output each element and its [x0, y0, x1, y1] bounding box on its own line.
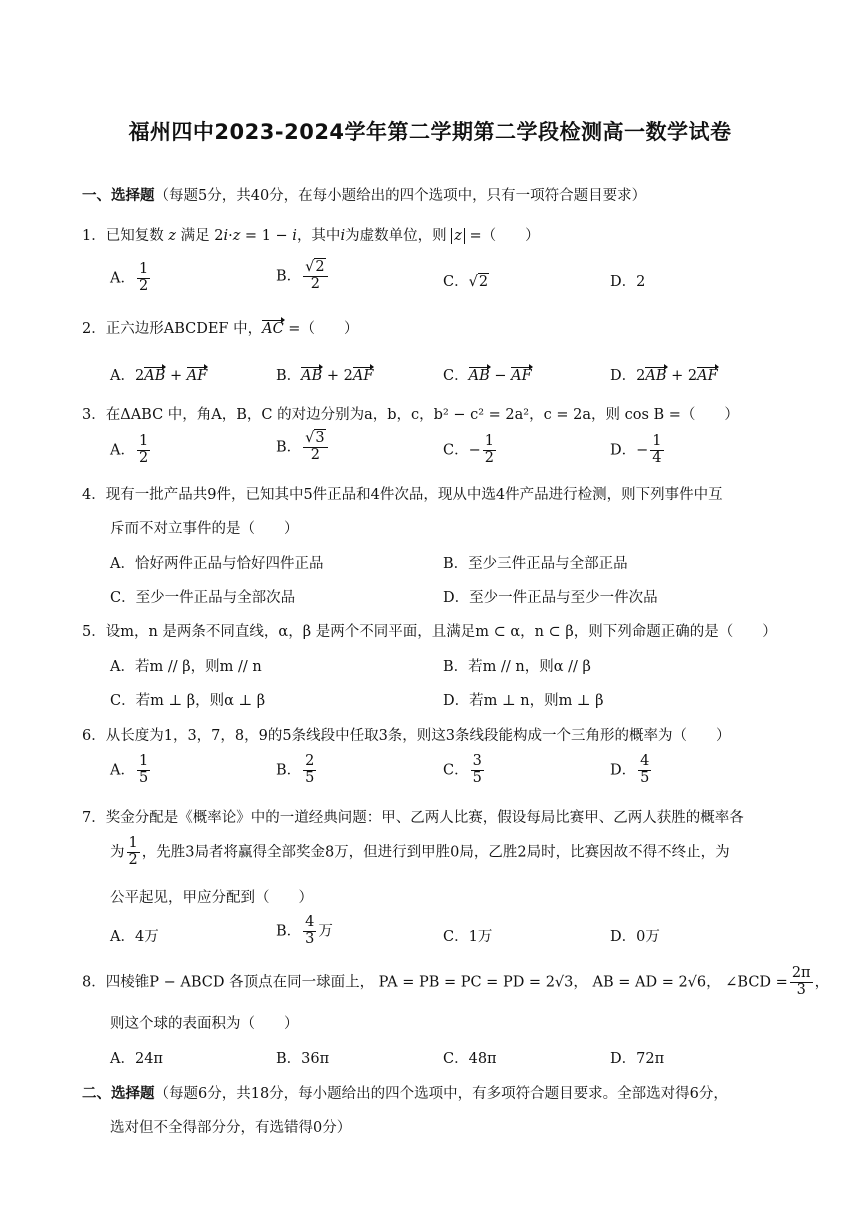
q8-option-d: D．72π: [610, 1051, 665, 1067]
q2-option-a: A．2AB + AF: [110, 368, 208, 384]
q5-option-b: B．若m // n，则α // β: [443, 659, 591, 675]
q2-a-label: A．: [110, 368, 135, 384]
q4-stem-line2: 斥而不对立事件的是（ ）: [110, 521, 299, 537]
section2-header: [82, 1082, 728, 1103]
q8-option-b: B．36π: [276, 1051, 330, 1067]
q2-b-label: B．: [276, 368, 302, 384]
section1-note: （每题5分，共40分，在每小题给出的四个选项中，只有一项符合题目要求）: [154, 188, 647, 204]
q8-stem-line1: 8．四棱锥P − ABCD 各顶点在同一球面上， PA = PB = PC = PD = 2√3， AB = AD = 2√6， ∠BCD = $\frac{2\pi}{3}$ ，: [82, 965, 830, 998]
q1-a-num: 1: [138, 261, 149, 277]
q6-b-den: 5: [305, 769, 315, 786]
q5-option-c: C．若m ⊥ β，则α ⊥ β: [110, 693, 266, 709]
q8-stem-line2: 则这个球的表面积为（ ）: [110, 1016, 299, 1032]
q1-a-frac: [137, 262, 150, 295]
q2-vec-ac: AC: [262, 321, 284, 337]
q6-option-c: [443, 754, 486, 787]
q3-c-label: C．: [443, 442, 469, 459]
q1-b-label: B．: [276, 268, 302, 285]
q1-stem-c: ，其中: [296, 228, 341, 244]
q2-option-c: C．AB − AF: [443, 368, 532, 384]
q4-option-b: B．至少三件正品与全部正品: [443, 556, 628, 572]
q7-b-num: 4: [305, 914, 315, 930]
q1-a-den: 2: [138, 277, 149, 294]
section1-heading: 一、选择题: [82, 187, 155, 204]
q4-stem-line1: 4．现有一批产品共9件，已知其中5件正品和4件次品，现从中选4件产品进行检测，则下列事件中互: [82, 487, 723, 503]
q7-option-d: D．0万: [610, 929, 660, 945]
q1-c-val: 2: [478, 274, 489, 290]
q3-a-num: 1: [138, 433, 149, 449]
q7-stem2-den: 2: [128, 851, 138, 868]
q2-c-label: C．: [443, 368, 469, 384]
q6-a-num: 1: [138, 753, 149, 769]
q2-stem: [82, 317, 358, 338]
q1-a-label: A．: [110, 270, 135, 287]
q1-z: z: [168, 228, 176, 244]
q1-stem-b: 满足: [180, 228, 210, 244]
q3-option-a: [110, 434, 152, 467]
q4-option-d: D．至少一件正品与至少一件次品: [443, 590, 658, 606]
q3-d-label: D．: [610, 442, 637, 459]
q3-option-c: C．− $\frac{1}{2}$: [443, 433, 494, 466]
q7-b-den: 3: [305, 930, 315, 947]
section1-header: [82, 184, 646, 205]
q8-stem1-den: 3: [796, 981, 806, 998]
q6-c-den: 5: [472, 769, 482, 786]
q3-d-num: 1: [652, 433, 662, 449]
q1-option-b: [276, 260, 330, 293]
q3-c-num: 1: [484, 433, 494, 449]
section2-note2: 选对但不全得部分分，有选错得0分）: [110, 1120, 352, 1136]
q6-d-den: 5: [640, 769, 650, 786]
q1-abs-z: z: [451, 228, 465, 244]
q6-c-num: 3: [472, 753, 482, 769]
q3-a-label: A．: [110, 442, 135, 459]
section2-heading: 二、选择题: [82, 1085, 155, 1102]
q7-option-b: [276, 915, 333, 948]
q1-stem-e: =（ ）: [469, 228, 540, 244]
q7-stem2-num: 1: [128, 835, 138, 851]
q6-option-b: [276, 754, 318, 787]
q2-stem-text: 2．正六边形ABCDEF 中，: [82, 321, 263, 337]
q6-stem: 6．从长度为1，3，7，8，9的5条线段中任取3条，则这3条线段能构成一个三角形的概率为（ ）: [82, 728, 731, 744]
q2-option-d: D．2AB + 2AF: [610, 368, 718, 384]
q3-c-den: 2: [484, 449, 494, 466]
q7-stem-line3: 公平起见，甲应分配到（ ）: [110, 890, 313, 906]
q7-b-label: B．: [276, 923, 302, 940]
q6-b-num: 2: [305, 753, 315, 769]
q3-option-b: B． $\frac{√3}{2}$: [276, 431, 330, 464]
q8-option-c: C．48π: [443, 1051, 497, 1067]
q1-stem-d: 为虚数单位，则: [345, 228, 447, 244]
q3-b-num: 3: [315, 430, 325, 446]
q6-option-a: [110, 754, 152, 787]
q1-b-frac: [303, 260, 327, 293]
q3-a-den: 2: [138, 449, 149, 466]
q4-option-a: A．恰好两件正品与恰好四件正品: [110, 556, 324, 572]
q1-equation: 2i·z = 1 − i: [214, 228, 297, 244]
q1-option-a: [110, 262, 152, 295]
q2-option-b: B．AB + 2AF: [276, 368, 374, 384]
q6-option-d: [610, 754, 653, 787]
q3-d-den: 4: [652, 449, 662, 466]
q6-a-label: A．: [110, 762, 135, 779]
q7-option-a: A．4万: [110, 929, 159, 945]
q1-i: i: [340, 228, 346, 244]
q8-stem1-num: 2π: [791, 965, 811, 981]
q1-c-label: C．: [443, 274, 469, 290]
q3-b-den: 2: [310, 446, 321, 463]
q1-stem-a: 1．已知复数: [82, 228, 164, 244]
q7-option-c: C．1万: [443, 929, 493, 945]
q1-stem: [82, 224, 540, 245]
q6-c-label: C．: [443, 762, 469, 779]
q8-option-a: A．24π: [110, 1051, 163, 1067]
q5-stem: 5．设m，n 是两条不同直线，α，β 是两个不同平面，且满足m ⊂ α，n ⊂ β，则下列命题正确的是（ ）: [82, 624, 777, 640]
page-title: 福州四中2023-2024学年第二学期第二学段检测高一数学试卷: [128, 120, 732, 144]
q4-option-c: C．至少一件正品与全部次品: [110, 590, 296, 606]
q3-b-label: B．: [276, 439, 302, 456]
q6-d-label: D．: [610, 762, 637, 779]
q6-a-den: 5: [138, 769, 149, 786]
q1-option-c: C．√2: [443, 274, 489, 290]
q5-option-d: D．若m ⊥ n，则m ⊥ β: [443, 693, 604, 709]
q1-option-d: D．2: [610, 274, 646, 290]
q8-stem1-text: 8．四棱锥P − ABCD 各顶点在同一球面上， PA = PB = PC = PD = 2√3， AB = AD = 2√6， ∠BCD =: [82, 974, 788, 991]
q2-stem-end: =（ ）: [283, 321, 359, 337]
q7-stem2-post: ，先胜3局者将赢得全部奖金8万，但进行到甲胜0局，乙胜2局时，比赛因故不得不终止，为: [141, 844, 730, 861]
q1-b-num: √2: [303, 260, 327, 277]
q3-stem: 3．在ΔABC 中，角A，B，C 的对边分别为a，b，c，b² − c² = 2a²，c = 2a，则 cos B =（ ）: [82, 407, 739, 423]
q5-option-a: A．若m // β，则m // n: [110, 659, 262, 675]
q1-b-den: 2: [310, 275, 321, 292]
q7-stem-line1: 7．奖金分配是《概率论》中的一道经典问题：甲、乙两人比赛，假设每局比赛甲、乙两人获胜的概率各: [82, 810, 744, 826]
q6-d-num: 4: [640, 753, 650, 769]
q3-option-d: D．− $\frac{1}{4}$: [610, 433, 662, 466]
q6-b-label: B．: [276, 762, 302, 779]
q1-b-num-val: 2: [315, 259, 325, 275]
q7-b-unit: 万: [318, 923, 333, 940]
section2-note1: （每题6分，共18分，每小题给出的四个选项中，有多项符合题目要求。全部选对得6分，: [154, 1086, 728, 1102]
q2-d-label: D．: [610, 368, 637, 384]
q7-stem-line2: [110, 836, 730, 869]
q7-stem2-pre: 为: [110, 844, 125, 861]
